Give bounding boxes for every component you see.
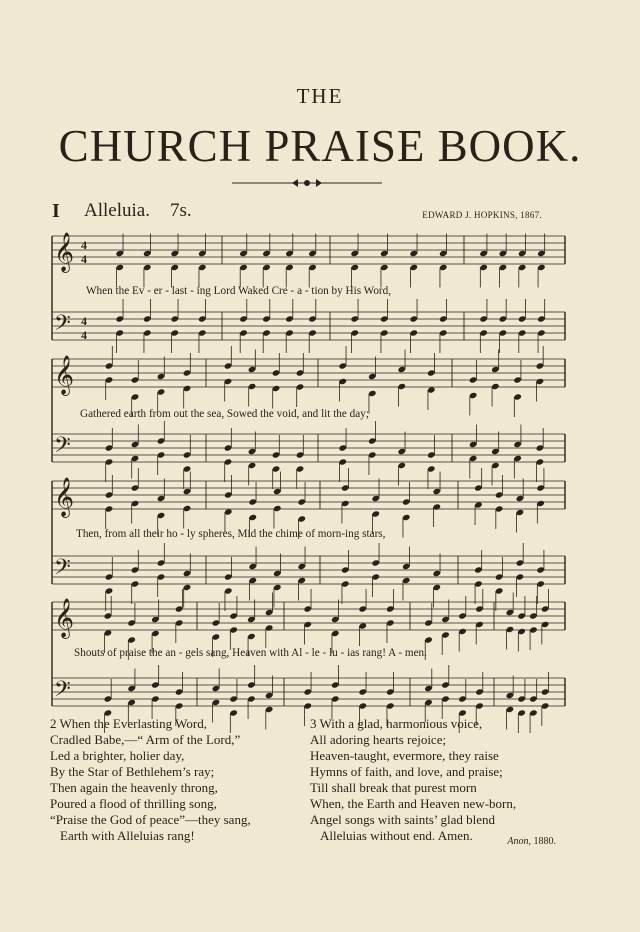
- verse-2-line: Led a brighter, holier day,: [50, 748, 185, 763]
- verse-2-line: Poured a flood of thrilling song,: [50, 796, 217, 811]
- lyric-line-4: Shouts of praise the an - gels sang, Heaven with Al - le - lu - ias rang! A - men.: [74, 647, 427, 659]
- verse-3-line: Hymns of faith, and love, and praise;: [310, 764, 503, 779]
- bass-clef: 𝄢: [54, 555, 71, 585]
- verse-2-line: 2 When the Everlasting Word,: [50, 716, 207, 731]
- verse-2-line: Then again the heavenly throng,: [50, 780, 218, 795]
- verse-2-line: Earth with Alleluias rang!: [60, 828, 195, 843]
- verse-2: [50, 716, 310, 844]
- bass-clef: 𝄢: [54, 677, 71, 707]
- verse-3-line: 3 With a glad, harmonious voice,: [310, 716, 483, 731]
- treble-clef: 𝄞: [54, 598, 75, 638]
- treble-clef: 𝄞: [54, 232, 75, 272]
- text-author-credit: [507, 836, 556, 847]
- title-article: THE: [296, 84, 344, 108]
- lyric-line-2: Gathered earth from out the sea, Sowed the void, and lit the day;: [80, 408, 369, 420]
- verse-3-line: All adoring hearts rejoice;: [310, 732, 447, 747]
- bass-clef: 𝄢: [54, 433, 71, 463]
- author-year: 1880.: [533, 836, 556, 847]
- time-signature: 4: [81, 252, 87, 266]
- verse-2-line: “Praise the God of peace”—they sang,: [50, 812, 251, 827]
- lyric-line-1: When the Ev - er - last - ing Lord Waked Cre - a - tion by His Word,: [86, 285, 392, 297]
- bass-clef: 𝄢: [54, 311, 71, 341]
- author-name: Anon,: [507, 836, 531, 847]
- verse-3-line: Angel songs with saints’ glad blend: [310, 812, 495, 827]
- time-signature: 4: [81, 314, 87, 328]
- time-signature: 4: [81, 328, 87, 342]
- verse-3-line: Till shall break that purest morn: [310, 780, 477, 795]
- verse-3-line: Alleluias without end. Amen.: [320, 828, 473, 843]
- hymn-meter: 7s.: [170, 200, 192, 221]
- hymn-number: I: [52, 200, 60, 222]
- time-signature: 4: [81, 238, 87, 252]
- verse-2-line: By the Star of Bethlehem’s ray;: [50, 764, 215, 779]
- treble-clef: 𝄞: [54, 355, 75, 395]
- verse-3: [310, 716, 580, 844]
- treble-clef: 𝄞: [54, 477, 75, 517]
- composer-credit: EDWARD J. HOPKINS, 1867.: [422, 210, 542, 220]
- verse-3-line: When, the Earth and Heaven new-born,: [310, 796, 517, 811]
- hymn-tune-name: Alleluia.: [84, 200, 150, 221]
- book-title: CHURCH PRAISE BOOK.: [58, 121, 582, 171]
- verse-2-line: Cradled Babe,—“ Arm of the Lord,”: [50, 732, 241, 747]
- lyric-line-3: Then, from all their ho - ly spheres, Mid the chime of morn-ing stars,: [76, 528, 386, 540]
- verse-3-line: Heaven-taught, evermore, they raise: [310, 748, 499, 763]
